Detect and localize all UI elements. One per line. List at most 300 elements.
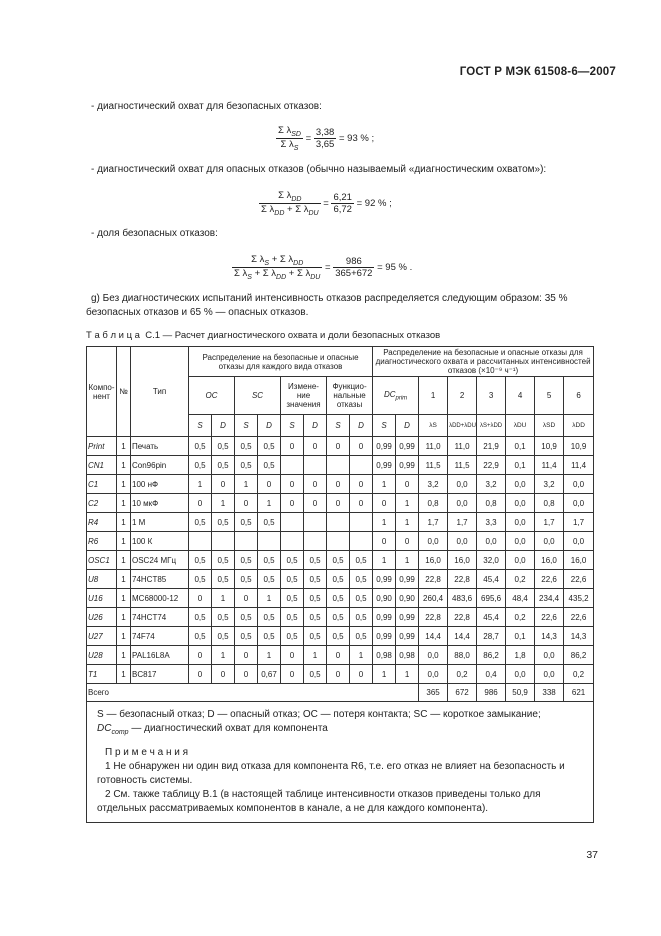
th-lambda-4: λDU <box>506 415 535 437</box>
table-cell <box>258 532 281 551</box>
th-d: D <box>212 415 235 437</box>
table-cell: 22,6 <box>564 570 594 589</box>
table-cell: 3,2 <box>477 475 506 494</box>
table-cell: 1 <box>396 494 419 513</box>
th-s: S <box>373 415 396 437</box>
table-cell: 0 <box>235 589 258 608</box>
table-cell: 0,0 <box>564 532 594 551</box>
table-cell: 14,4 <box>448 627 477 646</box>
table-cell: 0,5 <box>258 437 281 456</box>
table-cell: 22,6 <box>535 608 564 627</box>
table-cell: 16,0 <box>448 551 477 570</box>
table-cell: 1 М <box>131 513 189 532</box>
table-cell: 0,2 <box>448 665 477 684</box>
table-cell: U27 <box>87 627 117 646</box>
th-group1: Распределение на безопасные и опасные отказы для каждого вида отказов <box>189 347 373 377</box>
table-cell <box>350 532 373 551</box>
table-cell: 0,0 <box>448 475 477 494</box>
table-cell <box>327 513 350 532</box>
th-d: D <box>304 415 327 437</box>
table-cell: 1 <box>258 646 281 665</box>
table-cell: 1,7 <box>564 513 594 532</box>
table-cell: 0 <box>281 646 304 665</box>
th-type: Тип <box>131 347 189 437</box>
table-cell: MC68000-12 <box>131 589 189 608</box>
table-cell: 0,0 <box>506 494 535 513</box>
table-cell: 1 <box>396 513 419 532</box>
table-row <box>87 494 594 513</box>
table-cell: 0,5 <box>189 608 212 627</box>
table-cell: 86,2 <box>564 646 594 665</box>
th-col-3: 3 <box>477 377 506 415</box>
table-cell: 0,2 <box>506 608 535 627</box>
table-row <box>87 589 594 608</box>
table-cell: 0,5 <box>281 627 304 646</box>
table-cell: U8 <box>87 570 117 589</box>
table-cell: 0,0 <box>506 665 535 684</box>
total-value: 50,9 <box>506 684 535 702</box>
table-cell: 100 К <box>131 532 189 551</box>
table-cell: 0 <box>281 437 304 456</box>
table-cell: 45,4 <box>477 608 506 627</box>
table-cell: 1 <box>373 475 396 494</box>
th-no: № <box>117 347 131 437</box>
table-cell: 260,4 <box>419 589 448 608</box>
table-cell: 0 <box>235 665 258 684</box>
table-cell: 0 <box>189 494 212 513</box>
table-cell: Печать <box>131 437 189 456</box>
table-cell: 0 <box>327 475 350 494</box>
th-d: D <box>396 415 419 437</box>
table-cell: 0 <box>350 665 373 684</box>
table-cell: 0,0 <box>506 475 535 494</box>
table-cell <box>304 456 327 475</box>
failure-table <box>86 346 594 823</box>
table-cell: 0,5 <box>281 570 304 589</box>
table-cell: 0,0 <box>506 551 535 570</box>
table-cell: 0 <box>373 494 396 513</box>
table-cell: 1 <box>212 589 235 608</box>
table-cell: 435,2 <box>564 589 594 608</box>
table-cell: 0,2 <box>506 570 535 589</box>
table-cell: 22,6 <box>564 608 594 627</box>
table-caption: Т а б л и ц а С.1 — Расчет диагностического охвата и доли безопасных отказов <box>86 330 441 341</box>
table-row <box>87 608 594 627</box>
table-cell: 28,7 <box>477 627 506 646</box>
th-lambda-2: λDD+λDU <box>448 415 477 437</box>
table-cell: 0,5 <box>189 627 212 646</box>
table-row <box>87 475 594 494</box>
table-cell: 0,5 <box>212 627 235 646</box>
table-cell: 0,99 <box>396 456 419 475</box>
table-cell: 0 <box>235 646 258 665</box>
table-cell: 0 <box>281 494 304 513</box>
table-cell: 0 <box>396 475 419 494</box>
table-cell: 0,5 <box>327 627 350 646</box>
table-cell: 0,5 <box>235 456 258 475</box>
table-cell: 16,0 <box>564 551 594 570</box>
table-cell: 0,5 <box>258 513 281 532</box>
table-cell: 0 <box>189 589 212 608</box>
table-cell: 1,7 <box>535 513 564 532</box>
th-d: D <box>258 415 281 437</box>
table-cell: 0,0 <box>419 532 448 551</box>
table-cell: 0,5 <box>258 456 281 475</box>
th-oc: OC <box>189 377 235 415</box>
table-cell <box>327 532 350 551</box>
table-row <box>87 456 594 475</box>
total-value: 365 <box>419 684 448 702</box>
table-cell: 1 <box>212 646 235 665</box>
table-cell: 0,5 <box>212 608 235 627</box>
th-lambda-3: λS+λDD <box>477 415 506 437</box>
table-cell: 0,99 <box>373 456 396 475</box>
table-cell: 1,8 <box>506 646 535 665</box>
table-cell: 1 <box>304 646 327 665</box>
table-cell: BC817 <box>131 665 189 684</box>
table-cell: 0,98 <box>373 646 396 665</box>
table-cell: 0 <box>281 475 304 494</box>
table-cell: 0,5 <box>212 551 235 570</box>
table-cell: 1 <box>373 513 396 532</box>
table-cell: C1 <box>87 475 117 494</box>
table-cell: 0 <box>396 532 419 551</box>
dangerous-dc-label: - диагностический охват для опасных отказов (обычно называемый «диагностическим охватом»): <box>91 164 547 175</box>
table-cell: 0,5 <box>189 456 212 475</box>
table-cell: 3,2 <box>419 475 448 494</box>
table-cell: 74HCT74 <box>131 608 189 627</box>
table-cell: Print <box>87 437 117 456</box>
table-cell: 1 <box>117 513 131 532</box>
table-cell: 0,5 <box>189 437 212 456</box>
table-cell: 22,8 <box>448 608 477 627</box>
table-cell: 0,5 <box>327 589 350 608</box>
table-cell: 0,5 <box>258 627 281 646</box>
table-cell <box>327 456 350 475</box>
document-header: ГОСТ Р МЭК 61508-6—2007 <box>459 66 616 78</box>
table-cell: 0,5 <box>304 608 327 627</box>
table-row <box>87 532 594 551</box>
table-cell: 0 <box>189 665 212 684</box>
table-cell: 0,99 <box>396 627 419 646</box>
table-cell: 0,5 <box>212 513 235 532</box>
th-col-5: 5 <box>535 377 564 415</box>
safe-share-formula: $\frac{\Sigma \lambda_S + \Sigma \lambda_{DD}}{\Sigma \lambda_S + \Sigma \lambda_{DD} + \Sigma \lambda_{DU}}$ = $\frac{986}{365+672}$ = 95 % . <box>234 254 413 281</box>
table-cell: 0,99 <box>373 627 396 646</box>
legend-dc: $DC_{comp}$ — диагностический охват для компонента <box>97 723 328 736</box>
table-cell: 16,0 <box>419 551 448 570</box>
th-func: Функцио-нальные отказы <box>327 377 373 415</box>
table-cell: 0,5 <box>258 608 281 627</box>
table-cell: R4 <box>87 513 117 532</box>
table-cell: 0,1 <box>506 627 535 646</box>
table-cell: 0,0 <box>564 475 594 494</box>
table-cell: 234,4 <box>535 589 564 608</box>
table-cell: 1,7 <box>419 513 448 532</box>
th-s: S <box>235 415 258 437</box>
table-cell: 0,5 <box>304 665 327 684</box>
table-cell: 1 <box>396 551 419 570</box>
table-cell: U16 <box>87 589 117 608</box>
table-cell: 0,5 <box>281 608 304 627</box>
table-cell: 1 <box>373 551 396 570</box>
total-value: 986 <box>477 684 506 702</box>
table-cell: 1,7 <box>448 513 477 532</box>
table-cell: 0,5 <box>327 551 350 570</box>
table-cell: 74HCT85 <box>131 570 189 589</box>
table-cell: 22,6 <box>535 570 564 589</box>
table-cell: 483,6 <box>448 589 477 608</box>
table-cell: 22,9 <box>477 456 506 475</box>
table-legend <box>87 702 594 823</box>
table-cell: 0,0 <box>448 494 477 513</box>
th-component: Компо-нент <box>87 347 117 437</box>
table-cell: 0,5 <box>350 627 373 646</box>
table-cell: 0,5 <box>304 570 327 589</box>
table-cell: 74F74 <box>131 627 189 646</box>
table-cell: 1 <box>373 665 396 684</box>
table-cell: 0,5 <box>304 589 327 608</box>
table-cell: 21,9 <box>477 437 506 456</box>
table-cell: 10 мкФ <box>131 494 189 513</box>
table-cell: 0 <box>281 665 304 684</box>
table-cell: 11,0 <box>448 437 477 456</box>
th-s: S <box>189 415 212 437</box>
table-cell: 0,99 <box>396 570 419 589</box>
table-cell: 0,5 <box>281 589 304 608</box>
table-cell: 1 <box>117 627 131 646</box>
legend-line: S — безопасный отказ; D — опасный отказ; OC — потеря контакта; SC — короткое замыкание; <box>97 709 541 720</box>
table-cell: 0,0 <box>448 532 477 551</box>
table-cell: 0,0 <box>564 494 594 513</box>
table-cell: 0,90 <box>373 589 396 608</box>
table-row <box>87 551 594 570</box>
table-cell: 1 <box>117 646 131 665</box>
table-cell: 0,5 <box>350 570 373 589</box>
table-cell: CN1 <box>87 456 117 475</box>
table-cell: T1 <box>87 665 117 684</box>
table-cell <box>235 532 258 551</box>
table-cell <box>350 456 373 475</box>
th-col-4: 4 <box>506 377 535 415</box>
table-cell: R6 <box>87 532 117 551</box>
table-cell: 0,5 <box>350 551 373 570</box>
table-cell: 1 <box>117 475 131 494</box>
table-cell: 16,0 <box>535 551 564 570</box>
table-cell: 0,99 <box>373 437 396 456</box>
table-cell: 0 <box>212 665 235 684</box>
table-cell: 0,0 <box>506 532 535 551</box>
table-cell: 10,9 <box>535 437 564 456</box>
table-cell: 0,2 <box>564 665 594 684</box>
table-cell: 0 <box>212 475 235 494</box>
table-cell: 0,5 <box>304 627 327 646</box>
table-cell: 0,5 <box>189 513 212 532</box>
table-cell: 0 <box>327 665 350 684</box>
table-cell: 11,4 <box>564 456 594 475</box>
table-row <box>87 646 594 665</box>
table-cell: 22,8 <box>419 608 448 627</box>
th-change: Измене-ние значения <box>281 377 327 415</box>
dangerous-dc-formula: $\frac{\Sigma \lambda_{DD}}{\Sigma \lambda_{DD} + \Sigma \lambda_{DU}}$ = $\frac{6,21}{6,72}$ = 92 % ; <box>261 190 392 217</box>
table-cell: 0 <box>304 475 327 494</box>
table-cell: 0,98 <box>396 646 419 665</box>
table-cell: 11,5 <box>448 456 477 475</box>
total-value: 338 <box>535 684 564 702</box>
table-cell: 3,3 <box>477 513 506 532</box>
table-cell: 0 <box>350 437 373 456</box>
table-cell: 32,0 <box>477 551 506 570</box>
table-cell: 1 <box>258 589 281 608</box>
table-cell: 0,5 <box>212 437 235 456</box>
table-cell: 0,0 <box>477 532 506 551</box>
table-cell: 14,3 <box>535 627 564 646</box>
table-cell: 0,5 <box>235 608 258 627</box>
table-cell: 1 <box>212 494 235 513</box>
table-cell: 0,5 <box>212 570 235 589</box>
th-sc: SC <box>235 377 281 415</box>
table-cell: 0 <box>350 475 373 494</box>
table-cell: 86,2 <box>477 646 506 665</box>
table-cell: 22,8 <box>419 570 448 589</box>
table-cell: 0,5 <box>258 551 281 570</box>
table-cell <box>304 532 327 551</box>
table-cell: 0 <box>327 494 350 513</box>
table-cell: 100 нФ <box>131 475 189 494</box>
th-col-2: 2 <box>448 377 477 415</box>
th-lambda-6: λDD <box>564 415 594 437</box>
table-cell: 14,3 <box>564 627 594 646</box>
table-cell: 0,5 <box>235 627 258 646</box>
total-label: Всего <box>87 684 419 702</box>
g-paragraph: g) Без диагностических испытаний интенсивность отказов распределяется следующим образом: 35 % безопасных отказов и 65 % — опасных отказов. <box>86 293 568 318</box>
table-cell <box>281 456 304 475</box>
table-cell: 1 <box>396 665 419 684</box>
note-2: 2 См. также таблицу B.1 (в настоящей таблице интенсивности отказов приведены только для отдельных рассматриваемых компонентов в канале, а не для каждого компонента). <box>97 789 541 814</box>
table-cell: 0,5 <box>235 513 258 532</box>
table-cell <box>304 513 327 532</box>
table-cell: 0,5 <box>281 551 304 570</box>
table-cell: 0,5 <box>235 551 258 570</box>
table-cell: U26 <box>87 608 117 627</box>
page-number: 37 <box>586 849 598 861</box>
table-cell: 0 <box>373 532 396 551</box>
table-cell: 0,5 <box>212 456 235 475</box>
table-cell: 1 <box>117 665 131 684</box>
table-cell: 0,0 <box>535 532 564 551</box>
total-value: 672 <box>448 684 477 702</box>
table-row <box>87 665 594 684</box>
table-cell: 45,4 <box>477 570 506 589</box>
table-body <box>87 437 594 684</box>
th-lambda-1: λS <box>419 415 448 437</box>
th-col-6: 6 <box>564 377 594 415</box>
table-cell: 1 <box>117 551 131 570</box>
safe-dc-label: - диагностический охват для безопасных отказов: <box>91 101 322 112</box>
table-cell: 1 <box>117 589 131 608</box>
table-cell: 0 <box>304 494 327 513</box>
table-cell: 11,0 <box>419 437 448 456</box>
table-cell: 0,5 <box>350 608 373 627</box>
table-cell: 0,8 <box>419 494 448 513</box>
table-cell: 0,0 <box>419 646 448 665</box>
th-dc: $DC_{prim}$ <box>373 377 419 415</box>
table-cell: 0,5 <box>327 608 350 627</box>
table-cell: 1 <box>258 494 281 513</box>
th-group2: Распределение на безопасные и опасные отказы для диагностического охвата и рассчитанных интенсивностей отказов (×10⁻⁹ ч⁻¹) <box>373 347 594 377</box>
table-cell: 48,4 <box>506 589 535 608</box>
th-col-1: 1 <box>419 377 448 415</box>
table-cell: 11,5 <box>419 456 448 475</box>
notes-title: П р и м е ч а н и я <box>105 747 189 758</box>
table-cell: 14,4 <box>419 627 448 646</box>
table-cell: 88,0 <box>448 646 477 665</box>
table-cell: 0 <box>189 646 212 665</box>
table-cell: 0,5 <box>258 570 281 589</box>
table-cell: 0 <box>327 437 350 456</box>
table-cell: 0,0 <box>535 646 564 665</box>
table-cell: 0,5 <box>189 551 212 570</box>
table-cell: 1 <box>235 475 258 494</box>
table-cell <box>212 532 235 551</box>
table-cell: 1 <box>117 532 131 551</box>
table-cell: 0,5 <box>235 437 258 456</box>
table-cell: 0,5 <box>327 570 350 589</box>
table-cell: 0 <box>304 437 327 456</box>
table-cell: 1 <box>117 437 131 456</box>
table-row <box>87 437 594 456</box>
table-cell: 0,1 <box>506 437 535 456</box>
table-cell: 0,99 <box>373 608 396 627</box>
table-cell: 1 <box>117 608 131 627</box>
table-cell: 0,90 <box>396 589 419 608</box>
table-cell: 0,67 <box>258 665 281 684</box>
th-d: D <box>350 415 373 437</box>
table-cell: 10,9 <box>564 437 594 456</box>
th-s: S <box>281 415 304 437</box>
table-cell: 695,6 <box>477 589 506 608</box>
th-lambda-5: λSD <box>535 415 564 437</box>
table-cell: 0,8 <box>477 494 506 513</box>
table-cell: 1 <box>117 456 131 475</box>
safe-dc-formula: $\frac{\Sigma \lambda_{SD}}{\Sigma \lambda_S}$ = $\frac{3,38}{3,65}$ = 93 % ; <box>278 125 375 152</box>
table-cell: Con96pin <box>131 456 189 475</box>
table-cell: U28 <box>87 646 117 665</box>
table-cell: 0,99 <box>373 570 396 589</box>
table-cell: 0 <box>258 475 281 494</box>
table-cell: 0 <box>350 494 373 513</box>
table-cell: 0,5 <box>189 570 212 589</box>
table-cell <box>281 532 304 551</box>
table-cell: 0,0 <box>419 665 448 684</box>
note-1: 1 Не обнаружен ни один вид отказа для компонента R6, т.е. его отказ не влияет на безопасность и готовность системы. <box>97 761 565 786</box>
table-cell: 0 <box>235 494 258 513</box>
table-cell: 0,0 <box>535 665 564 684</box>
total-value: 621 <box>564 684 594 702</box>
table-cell: PAL16L8A <box>131 646 189 665</box>
table-cell: 11,4 <box>535 456 564 475</box>
table-cell: 0,4 <box>477 665 506 684</box>
table-cell: 0,5 <box>350 589 373 608</box>
table-cell <box>350 513 373 532</box>
th-s: S <box>327 415 350 437</box>
table-cell: C2 <box>87 494 117 513</box>
table-cell: 1 <box>117 494 131 513</box>
table-cell: 0,99 <box>396 608 419 627</box>
safe-share-label: - доля безопасных отказов: <box>91 228 218 239</box>
table-cell <box>189 532 212 551</box>
table-cell: 0,5 <box>304 551 327 570</box>
